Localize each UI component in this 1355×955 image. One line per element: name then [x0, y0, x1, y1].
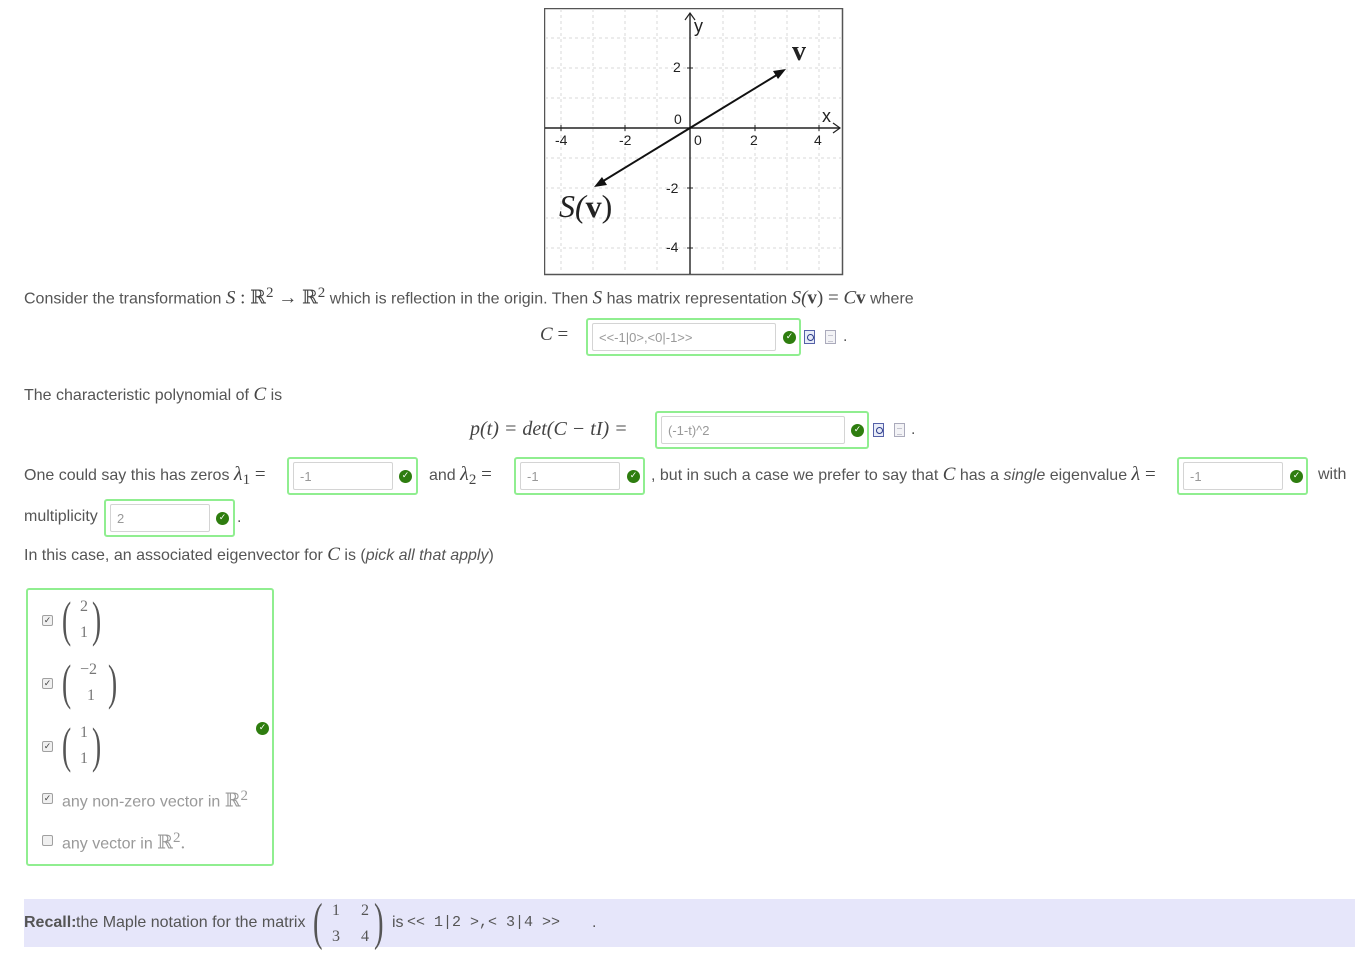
x-tick-label: 4: [814, 132, 822, 148]
lambda-symbol: λ: [1131, 463, 1141, 485]
option4-text: any non-zero vector in: [62, 793, 225, 811]
charpoly-intro: [24, 384, 282, 406]
eig-text1: In this case, an associated eigenvector for: [24, 547, 328, 564]
lambda-input[interactable]: [1183, 462, 1283, 490]
x-tick-label: 2: [750, 132, 758, 148]
graph-x-label: x: [822, 106, 831, 126]
charpoly-is: is: [266, 387, 283, 404]
option-any-vector-label: [62, 830, 185, 854]
eigenvector-options-box: [26, 588, 274, 866]
lambda-equals: =: [1140, 464, 1156, 485]
zeros-intro: One could say this has zeros: [24, 467, 234, 484]
option-checkbox[interactable]: ✓: [43, 678, 52, 688]
intro-r2: ℝ: [301, 287, 318, 309]
vector-paren-left: (: [62, 591, 72, 647]
zeros-but: , but in such a case we prefer to say that: [651, 467, 943, 484]
zeros-c: C: [942, 464, 956, 485]
intro-arrow: →: [273, 287, 302, 309]
zeros-text-1: [24, 463, 266, 489]
intro-r2-sup: 2: [317, 285, 326, 301]
and-text: and: [429, 467, 461, 484]
intro-text2: which is reflection in the origin. Then: [325, 290, 593, 308]
correct-check-icon: ✓: [783, 331, 796, 344]
vector-paren-left: (: [62, 717, 72, 773]
y-tick-label: -2: [666, 180, 679, 196]
intro-sv-prefix: S(: [791, 287, 808, 309]
vector-paren-right: ): [108, 654, 118, 710]
eig-text2: is (: [339, 547, 366, 564]
multiplicity-label: multiplicity: [24, 508, 98, 525]
intro-sentence: [24, 285, 914, 309]
matrix-entry: 3: [332, 928, 340, 945]
sv-label-prefix: S(: [559, 188, 586, 224]
intro-sv-v: v: [807, 287, 817, 309]
lambda1-equals: =: [250, 464, 266, 485]
vector-entry: 1: [80, 724, 88, 741]
option4-sup: 2: [240, 788, 249, 804]
lambda1-sub: 1: [242, 472, 251, 489]
matrix-c-letter: C: [540, 324, 553, 345]
eigenvector-prompt: [24, 544, 494, 566]
charpoly-intro-text: The characteristic polynomial of: [24, 387, 254, 404]
lambda2-sub: 2: [468, 472, 477, 489]
preview-icon[interactable]: [873, 423, 884, 437]
intro-s: S: [225, 287, 236, 309]
reflection-graph: [544, 8, 844, 276]
lambda2-equals: =: [476, 464, 492, 485]
zeros-single: single: [1003, 467, 1046, 484]
correct-check-icon: ✓: [1290, 470, 1303, 483]
vector-entry: 1: [80, 624, 88, 641]
lambda2-field-wrapper: [514, 457, 645, 495]
maple-code: << 1|2 >,< 3|4 >>: [407, 914, 561, 931]
matrix-c-label: [540, 324, 568, 346]
zeros-has-a: has a: [955, 467, 1004, 484]
y-tick-label: -4: [666, 239, 679, 255]
correct-check-icon: ✓: [256, 722, 269, 735]
vector-paren-right: ): [92, 717, 102, 773]
sv-label-v: v: [585, 188, 602, 224]
recall-bold: Recall:: [24, 914, 77, 931]
option-checkbox[interactable]: ✓: [43, 741, 52, 751]
vector-sv-label: [559, 188, 612, 225]
charpoly-equation: p(t) = det(C − tI) =: [470, 418, 628, 440]
x-tick-label: -4: [555, 132, 568, 148]
charpoly-period: .: [911, 421, 916, 438]
correct-check-icon: ✓: [399, 470, 412, 483]
lambda-field-wrapper: [1177, 457, 1308, 495]
lambda1-input[interactable]: [293, 462, 393, 490]
matrix-entry: 2: [361, 902, 369, 919]
intro-text4: where: [865, 290, 914, 308]
option4-r: ℝ: [224, 790, 241, 812]
correct-check-icon: ✓: [627, 470, 640, 483]
matrix-c-field-wrapper: [586, 318, 801, 356]
option5-r: ℝ: [157, 832, 173, 854]
matrix-c-period: .: [843, 328, 848, 345]
x-tick-label: 0: [694, 132, 702, 148]
matrix-paren-right: ): [374, 894, 384, 951]
y-tick-label: 2: [673, 59, 681, 75]
zeros-text-2: [651, 463, 1156, 486]
multiplicity-period: .: [237, 509, 242, 526]
vector-paren-right: ): [92, 591, 102, 647]
eig-pick: pick all that apply: [365, 547, 489, 564]
vector-entry: 1: [80, 750, 88, 767]
intro-colon: :: [235, 287, 251, 309]
intro-r-sup: 2: [265, 285, 274, 301]
option-checkbox[interactable]: ✓: [43, 793, 52, 803]
zeros-eigenvalue: eigenvalue: [1045, 467, 1132, 484]
intro-sv-suffix: ) =: [816, 287, 844, 309]
charpoly-field-wrapper: [655, 411, 869, 449]
matrix-c-equals: =: [552, 324, 569, 345]
multiplicity-input[interactable]: [110, 504, 210, 532]
preview-icon[interactable]: [804, 330, 815, 344]
intro-s2: S: [592, 287, 603, 309]
zeros-and: [429, 463, 492, 489]
vector-v-label: v: [792, 36, 806, 67]
intro-cv-v: v: [856, 287, 866, 309]
correct-check-icon: ✓: [216, 512, 229, 525]
y-tick-label: 0: [674, 111, 682, 127]
sv-label-suffix: ): [601, 188, 613, 224]
correct-check-icon: ✓: [851, 424, 864, 437]
recall-is: is: [392, 914, 404, 931]
vector-entry: 2: [80, 598, 88, 615]
recall-period: .: [592, 914, 597, 931]
recall-text: the Maple notation for the matrix: [76, 914, 306, 931]
option5-sup: 2: [172, 830, 181, 846]
charpoly-c: C: [253, 384, 267, 405]
option5-period: .: [180, 832, 186, 854]
eig-text3: ): [488, 547, 494, 564]
option-checkbox[interactable]: ✓: [43, 615, 52, 625]
matrix-c-input[interactable]: [592, 323, 776, 351]
matrix-entry: 4: [361, 928, 369, 945]
vector-paren-left: (: [62, 654, 72, 710]
lambda2-symbol: λ: [460, 463, 469, 485]
recall-note: [24, 894, 1355, 951]
option5-text: any vector in: [62, 835, 158, 853]
matrix-entry: 1: [332, 902, 340, 919]
lambda1-symbol: λ: [233, 463, 243, 485]
intro-r: ℝ: [250, 287, 266, 309]
option-non-zero-label: [62, 788, 248, 812]
syntax-help-icon[interactable]: [894, 423, 905, 437]
eig-c: C: [327, 544, 340, 565]
graph-y-label: y: [694, 16, 703, 36]
intro-c: C: [843, 287, 857, 309]
x-tick-label: -2: [619, 132, 632, 148]
vector-entry: 1: [87, 687, 95, 704]
intro-text: Consider the transformation: [24, 290, 226, 308]
syntax-help-icon[interactable]: [825, 330, 836, 344]
matrix-paren-left: (: [313, 894, 323, 951]
vector-entry: −2: [80, 661, 98, 678]
charpoly-input[interactable]: [661, 416, 845, 444]
option-checkbox[interactable]: [42, 835, 53, 846]
intro-text3: has matrix representation: [602, 290, 792, 308]
with-text: with: [1318, 466, 1347, 483]
lambda2-input[interactable]: [520, 462, 620, 490]
